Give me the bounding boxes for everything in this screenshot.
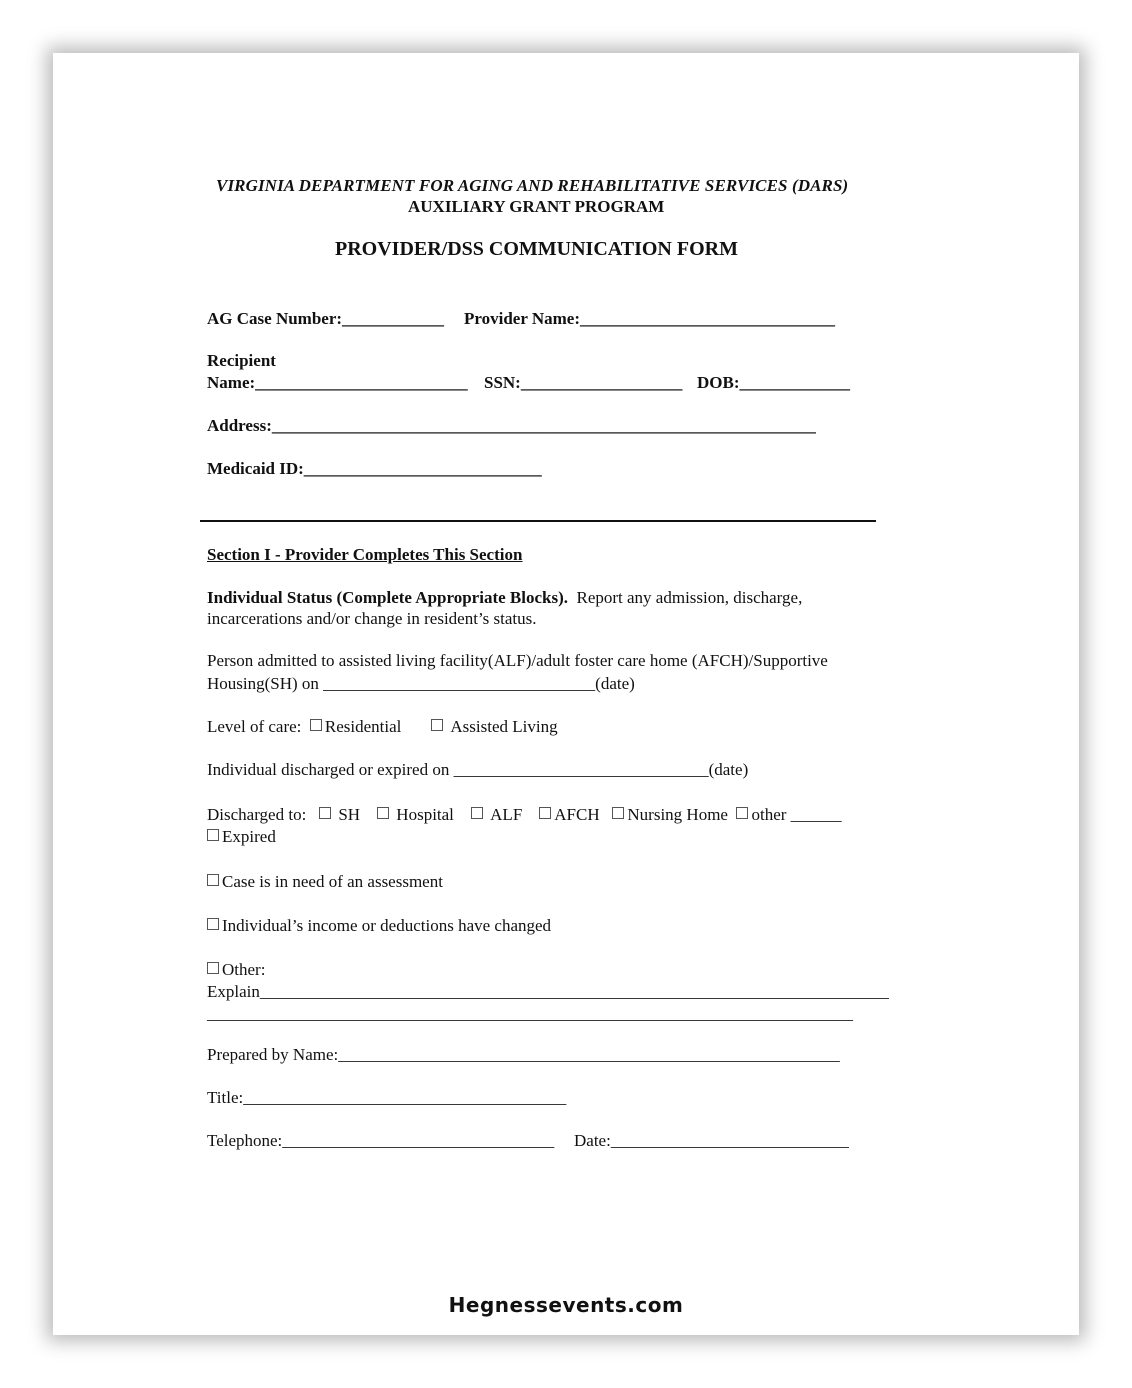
nursing-home-label: Nursing Home (627, 805, 728, 824)
checkbox-sh[interactable] (319, 807, 331, 819)
expired-row (207, 827, 276, 847)
alf-label: ALF (490, 805, 523, 824)
checkbox-other-reason[interactable] (207, 962, 219, 974)
discharged-date-field[interactable]: Individual discharged or expired on ______________________________(date) (207, 760, 749, 779)
status-paragraph (207, 588, 802, 608)
ssn-field[interactable]: SSN:___________________ (484, 373, 683, 392)
sh-label: SH (338, 805, 361, 824)
section-heading: Section I - Provider Completes This Section (207, 545, 523, 564)
residential-label: Residential (324, 717, 402, 736)
checkbox-nursing-home[interactable] (612, 807, 624, 819)
medicaid-id-field[interactable]: Medicaid ID:____________________________ (207, 459, 542, 478)
expired-label: Expired (222, 827, 276, 846)
level-of-care-row (207, 717, 558, 737)
checkbox-residential[interactable] (310, 719, 322, 731)
explain-line-2[interactable]: ____________________________________________________________________________ (207, 1004, 853, 1023)
dob-field[interactable]: DOB:_____________ (697, 373, 850, 392)
discharged-to-label: Discharged to: (207, 805, 307, 824)
agency-heading: VIRGINIA DEPARTMENT FOR AGING AND REHABILITATIVE SERVICES (DARS) (216, 176, 849, 195)
checkbox-assessment[interactable] (207, 874, 219, 886)
other-row (207, 960, 265, 980)
assisted-living-label: Assisted Living (450, 717, 558, 736)
status-text: Report any admission, discharge, (576, 588, 803, 607)
status-bold-text: Individual Status (Complete Appropriate Blocks). (207, 588, 568, 607)
income-row (207, 916, 551, 936)
section-divider (200, 520, 876, 522)
recipient-label: Recipient (207, 351, 276, 370)
admitted-date-field[interactable]: Housing(SH) on ________________________________(date) (207, 674, 635, 693)
checkbox-afch[interactable] (539, 807, 551, 819)
address-field[interactable]: Address:________________________________________________________________ (207, 416, 816, 435)
assessment-label: Case is in need of an assessment (222, 872, 443, 891)
recipient-name-field[interactable]: Name:_________________________ (207, 373, 468, 392)
checkbox-other[interactable] (736, 807, 748, 819)
other-reason-label: Other: (222, 960, 266, 979)
checkbox-hospital[interactable] (377, 807, 389, 819)
site-watermark: Hegnessevents.com (448, 1293, 684, 1317)
discharged-to-row (207, 805, 842, 825)
date-field[interactable]: Date:____________________________ (574, 1131, 849, 1150)
explain-field[interactable]: Explain__________________________________________________________________________ (207, 982, 889, 1001)
admitted-line-1: Person admitted to assisted living facility(ALF)/adult foster care home (AFCH)/Supportive (207, 651, 828, 670)
status-line-2: incarcerations and/or change in resident’s status. (207, 609, 537, 628)
prepared-by-field[interactable]: Prepared by Name:___________________________________________________________ (207, 1045, 840, 1064)
telephone-field[interactable]: Telephone:________________________________ (207, 1131, 555, 1150)
checkbox-expired[interactable] (207, 829, 219, 841)
assessment-row (207, 872, 443, 892)
checkbox-alf[interactable] (471, 807, 483, 819)
hospital-label: Hospital (396, 805, 454, 824)
provider-name-field[interactable]: Provider Name:______________________________ (464, 309, 835, 328)
checkbox-income[interactable] (207, 918, 219, 930)
level-label: Level of care: (207, 717, 302, 736)
form-title: PROVIDER/DSS COMMUNICATION FORM (335, 238, 738, 260)
program-heading: AUXILIARY GRANT PROGRAM (408, 197, 665, 216)
afch-label: AFCH (554, 805, 600, 824)
title-field[interactable]: Title:______________________________________ (207, 1088, 567, 1107)
case-number-field[interactable]: AG Case Number:____________ (207, 309, 445, 328)
income-label: Individual’s income or deductions have changed (222, 916, 552, 935)
checkbox-assisted-living[interactable] (431, 719, 443, 731)
other-label: other ______ (751, 805, 842, 824)
